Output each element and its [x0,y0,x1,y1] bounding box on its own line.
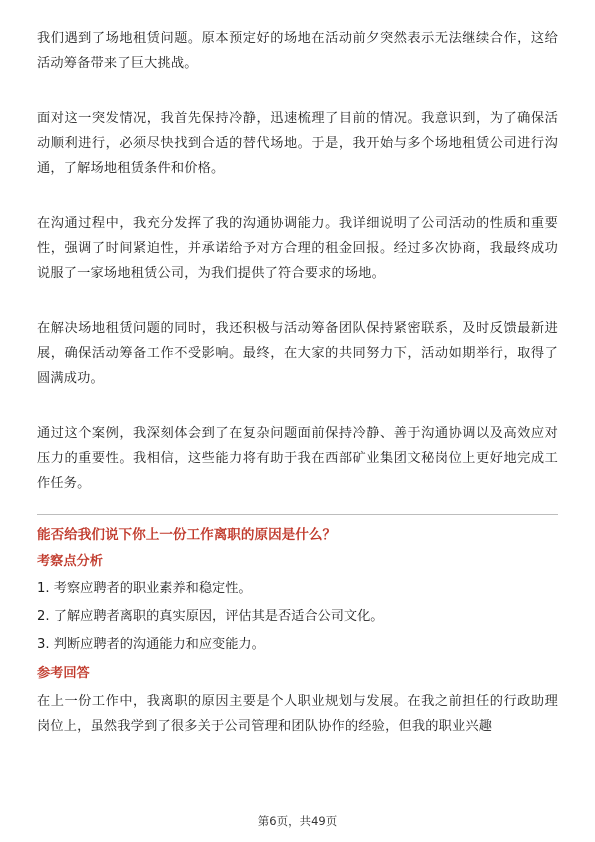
body-paragraph: 我们遇到了场地租赁问题。原本预定好的场地在活动前夕突然表示无法继续合作，这给活动筹备带来了巨大挑战。 [37,31,558,71]
body-paragraph: 在沟通过程中，我充分发挥了我的沟通协调能力。我详细说明了公司活动的性质和重要性，强调了时间紧迫性，并承诺给予对方合理的租金回报。经过多次协商，我最终成功说服了一家场地租赁公司，为我们提供了符合要求的场地。 [37,216,558,281]
reference-answer-text: 在上一份工作中，我离职的原因主要是个人职业规划与发展。在我之前担任的行政助理岗位上，虽然我学到了很多关于公司管理和团队协作的经验，但我的职业兴趣 [37,694,558,734]
analysis-heading: 考察点分析 [37,554,103,569]
body-paragraph: 面对这一突发情况，我首先保持冷静，迅速梳理了目前的情况。我意识到，为了确保活动顺利进行，必须尽快找到合适的替代场地。于是，我开始与多个场地租赁公司进行沟通，了解场地租赁条件和价格。 [37,111,558,176]
list-item: 1. 考察应聘者的职业素养和稳定性。 [37,581,252,596]
page-number: 第6页，共49页 [257,814,338,828]
body-paragraph: 通过这个案例，我深刻体会到了在复杂问题面前保持冷静、善于沟通协调以及高效应对压力的重要性。我相信，这些能力将有助于我在西部矿业集团文秘岗位上更好地完成工作任务。 [37,426,558,491]
document-page [37,26,558,739]
interview-question: 能否给我们说下你上一份工作离职的原因是什么？ [37,527,337,543]
list-item: 3. 判断应聘者的沟通能力和应变能力。 [37,637,265,652]
list-item: 2. 了解应聘者离职的真实原因，评估其是否适合公司文化。 [37,609,384,624]
section-divider [37,514,558,515]
body-paragraph: 在解决场地租赁问题的同时，我还积极与活动筹备团队保持紧密联系，及时反馈最新进展，确保活动筹备工作不受影响。最终，在大家的共同努力下，活动如期举行，取得了圆满成功。 [37,321,558,386]
analysis-list [37,577,558,657]
reference-answer-heading: 参考回答 [37,666,90,681]
